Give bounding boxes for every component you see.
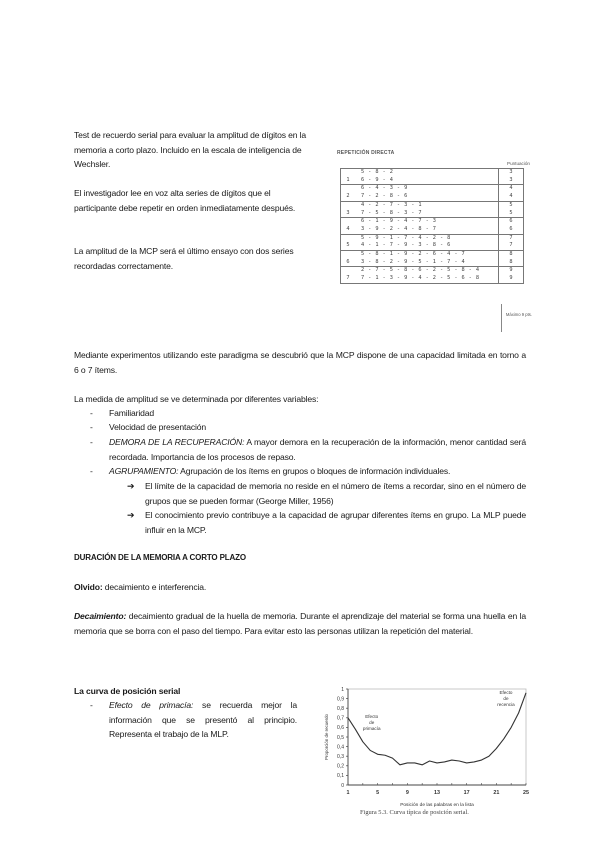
item-number: 7 <box>341 275 356 283</box>
x-tick-label: 9 <box>405 790 409 796</box>
series-score: 8 <box>499 251 524 259</box>
text-agrupamiento: Agrupación de los ítems en grupos o bloques de información individuales. <box>178 466 451 476</box>
digit-series: 5 - 9 - 1 - 7 - 4 - 2 - 8 <box>355 234 499 242</box>
figure-caption: Figura 5.3. Curva típica de posición serial. <box>360 809 469 816</box>
bullet-dash: - <box>90 408 93 418</box>
digit-table-row <box>341 259 524 267</box>
bullet-dash: - <box>90 700 93 710</box>
y-tick-label: 0,6 <box>337 725 344 732</box>
olvido-line <box>74 580 206 595</box>
item-number <box>341 185 356 193</box>
term-agrupamiento: AGRUPAMIENTO: <box>109 466 179 476</box>
variable-velocidad: Velocidad de presentación <box>109 422 207 432</box>
digit-table-row <box>341 226 524 234</box>
x-tick-label: 25 <box>523 790 529 796</box>
item-number: 4 <box>341 226 356 234</box>
y-tick-label: 0,2 <box>337 763 344 770</box>
item-number <box>341 201 356 209</box>
digit-span-table-figure <box>334 146 534 332</box>
digit-series: 7 - 5 - 8 - 3 - 7 <box>355 210 499 218</box>
primacy-effect-item <box>109 698 297 742</box>
max-score-label: Máximo 9 pts. <box>505 312 532 317</box>
series-score: 4 <box>499 185 524 193</box>
item-number <box>341 251 356 259</box>
digit-series: 3 - 9 - 2 - 4 - 8 - 7 <box>355 226 499 234</box>
max-score-divider <box>501 304 502 332</box>
serial-position-chart <box>312 683 536 823</box>
item-number: 2 <box>341 193 356 201</box>
y-tick-label: 0,5 <box>337 734 344 741</box>
variable-demora <box>109 435 526 464</box>
x-axis-label: Posición de las palabras en la lista <box>400 803 474 808</box>
annotation-recency: recencia <box>497 701 515 707</box>
bullet-dash: - <box>90 466 93 476</box>
olvido-text: decaimiento e interferencia. <box>102 582 207 592</box>
score-column-header: Puntuación <box>507 161 530 166</box>
digit-table-row <box>341 234 524 242</box>
item-number <box>341 234 356 242</box>
y-tick-label: 1 <box>341 686 344 693</box>
y-tick-label: 0,7 <box>337 715 344 722</box>
x-tick-label: 5 <box>376 790 380 796</box>
annotation-recency: Efecto <box>499 689 513 695</box>
digit-table-row <box>341 185 524 193</box>
digit-table-row <box>341 201 524 209</box>
bullet-dash: - <box>90 437 93 447</box>
primacy-term: Efecto de primacía: <box>109 700 194 710</box>
annotation-primacy: Efecto <box>365 713 379 719</box>
series-score: 6 <box>499 218 524 226</box>
y-tick-label: 0,8 <box>337 706 344 712</box>
item-number: 1 <box>341 177 356 185</box>
serial-curve-heading: La curva de posición serial <box>74 686 181 696</box>
digit-series: 5 - 8 - 2 <box>355 169 499 177</box>
item-number <box>341 218 356 226</box>
item-number: 3 <box>341 210 356 218</box>
series-score: 3 <box>499 169 524 177</box>
primacy-text: se recuerda mejor la información que se presentó al principio. Representa el trabajo de la MLP. <box>109 700 297 739</box>
olvido-term: Olvido: <box>74 582 103 592</box>
series-score: 6 <box>499 226 524 234</box>
series-score: 3 <box>499 177 524 185</box>
digit-table-row <box>341 210 524 218</box>
digit-table-title: REPETICIÓN DIRECTA <box>337 150 395 156</box>
variable-agrupamiento <box>109 464 526 479</box>
decay-term: Decaimiento: <box>74 611 127 621</box>
y-tick-label: 0,1 <box>337 773 344 780</box>
arrow-bullet-icon: ➔ <box>127 481 135 491</box>
digit-series: 7 - 1 - 3 - 9 - 4 - 2 - 5 - 6 - 8 <box>355 275 499 283</box>
digit-span-table <box>340 168 524 284</box>
decay-text: decaimiento gradual de la huella de memoria. Durante el aprendizaje del material se forma una huella en la memoria que se borra con el paso del tiempo. Para evitar esto las personas utilizan la repetición del material. <box>74 611 526 636</box>
arrow-bullet-icon: ➔ <box>127 510 135 520</box>
digit-table-row <box>341 177 524 185</box>
item-number <box>341 267 356 275</box>
digit-series: 6 - 4 - 3 - 9 <box>355 185 499 193</box>
duration-heading: DURACIÓN DE LA MEMORIA A CORTO PLAZO <box>74 553 246 562</box>
digit-table-row <box>341 267 524 275</box>
intro-paragraph-2: El investigador lee en voz alta series de dígitos que el participante debe repetir en orden inmediatamente después. <box>74 188 296 213</box>
serial-position-chart-svg <box>312 683 536 811</box>
y-axis-label: Proporción de recuerdo <box>324 714 329 760</box>
intro-paragraph-1: Test de recuerdo serial para evaluar la amplitud de dígitos en la memoria a corto plazo. Incluido en la escala de inteligencia de Wechsler. <box>74 130 306 169</box>
digit-table-row <box>341 251 524 259</box>
digit-table-row <box>341 275 524 283</box>
digit-table-row <box>341 193 524 201</box>
series-score: 4 <box>499 193 524 201</box>
x-tick-label: 17 <box>463 790 470 796</box>
digit-series: 6 - 9 - 4 <box>355 177 499 185</box>
series-score: 7 <box>499 234 524 242</box>
annotation-primacy: primacía <box>362 725 381 731</box>
digit-table-row <box>341 218 524 226</box>
series-score: 9 <box>499 275 524 283</box>
series-score: 5 <box>499 201 524 209</box>
series-score: 8 <box>499 259 524 267</box>
digit-series: 2 - 7 - 5 - 8 - 6 - 2 - 5 - 8 - 4 <box>355 267 499 275</box>
x-tick-label: 21 <box>493 790 500 796</box>
item-number <box>341 169 356 177</box>
term-demora: DEMORA DE LA RECUPERACIÓN: <box>109 437 245 447</box>
digit-table-row <box>341 242 524 250</box>
annotation-primacy: de <box>369 719 375 725</box>
digit-series: 7 - 2 - 8 - 6 <box>355 193 499 201</box>
item-number: 6 <box>341 259 356 267</box>
series-score: 5 <box>499 210 524 218</box>
digit-series: 5 - 8 - 1 - 9 - 2 - 6 - 4 - 7 <box>355 251 499 259</box>
text-demora: A mayor demora en la recuperación de la información, menor cantidad será recordada. Importancia de los procesos de repaso. <box>109 437 526 462</box>
sub-item-miller: El límite de la capacidad de memoria no reside en el número de ítems a recordar, sino en el número de grupos que se pueden formar (George Miller, 1956) <box>145 481 526 506</box>
series-score: 7 <box>499 242 524 250</box>
decay-paragraph <box>74 609 526 638</box>
y-tick-label: 0,9 <box>337 696 344 703</box>
digit-series: 4 - 2 - 7 - 3 - 1 <box>355 201 499 209</box>
y-tick-label: 0,3 <box>337 754 344 760</box>
series-score: 9 <box>499 267 524 275</box>
intro-paragraph-3: La amplitud de la MCP será el último ensayo con dos series recordadas correctamente. <box>74 246 294 271</box>
digit-series: 6 - 1 - 9 - 4 - 7 - 3 <box>355 218 499 226</box>
y-tick-label: 0 <box>341 782 344 789</box>
y-tick-label: 0,4 <box>337 744 344 751</box>
capacity-paragraph: Mediante experimentos utilizando este paradigma se descubrió que la MCP dispone de una capacidad limitada en torno a 6 o 7 ítems. <box>74 350 526 375</box>
item-number: 5 <box>341 242 356 250</box>
x-tick-label: 13 <box>434 790 440 796</box>
digit-series: 3 - 8 - 2 - 9 - 5 - 1 - 7 - 4 <box>355 259 499 267</box>
sub-item-conocimiento: El conocimiento previo contribuye a la capacidad de agrupar diferentes ítems en grupo. La MLP puede influir en la MCP. <box>145 510 526 535</box>
bullet-dash: - <box>90 422 93 432</box>
annotation-recency: de <box>503 695 509 701</box>
variable-familiaridad: Familiaridad <box>109 408 155 418</box>
variables-intro: La medida de amplitud se ve determinada por diferentes variables: <box>74 394 319 404</box>
digit-table-row <box>341 169 524 177</box>
x-tick-label: 1 <box>346 790 350 796</box>
digit-series: 4 - 1 - 7 - 9 - 3 - 8 - 6 <box>355 242 499 250</box>
